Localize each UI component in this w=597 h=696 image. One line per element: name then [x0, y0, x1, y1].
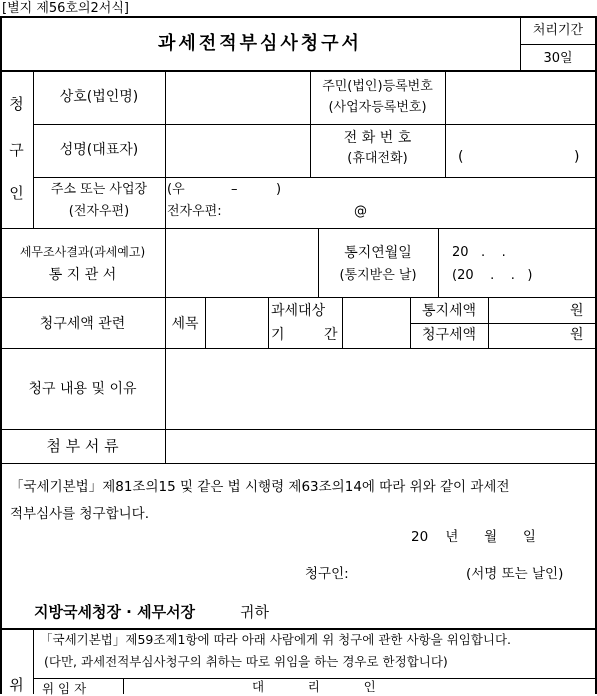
statement-date: 20 년 월 일 — [411, 529, 536, 545]
row1-bottom — [33, 124, 596, 125]
addressee: 지방국세청장 · 세무서장 — [34, 603, 196, 621]
audit-label-line — [165, 228, 166, 298]
amount-bottom — [0, 348, 597, 349]
notice-date-label: 통지연월일 — [344, 245, 412, 261]
signature-label: (서명 또는 날인) — [466, 566, 564, 582]
claimant-side-char-2: 구 — [9, 141, 24, 159]
company-name-label: 상호(법인명) — [59, 89, 139, 105]
email-label-paren: (전자우편) — [68, 204, 130, 219]
received-date-value: (20 . . ) — [452, 268, 533, 283]
label-col-line — [165, 71, 166, 228]
audit-value-line — [438, 228, 439, 298]
title-bottom-line — [0, 70, 597, 72]
row2-bottom — [33, 177, 596, 178]
attach-bottom — [0, 463, 597, 464]
zip-open: (우 — [167, 182, 185, 197]
agent-label: 대 리 인 — [252, 679, 376, 694]
period-label-gi: 기 — [271, 327, 285, 343]
claimant-side-char-3: 인 — [9, 184, 24, 202]
audit-mid-line — [318, 228, 319, 298]
delegation-side-char: 위 — [9, 676, 24, 694]
honorific: 귀하 — [240, 603, 269, 621]
period-label-gan: 간 — [324, 327, 338, 343]
reason-bottom — [0, 429, 597, 430]
delegation-line-2: (다만, 과세전적부심사청구의 취하는 따로 위임을 하는 경우로 한정합니다) — [44, 654, 448, 669]
processing-label: 처리기간 — [532, 23, 584, 38]
claimant-side-char-1: 청 — [9, 95, 24, 113]
claimant-sign-label: 청구인: — [305, 566, 349, 582]
period-label-line — [342, 297, 343, 349]
claimed-amount-label: 청구세액 — [421, 327, 477, 343]
statement-line-2: 적부심사를 청구합니다. — [10, 506, 149, 522]
notice-date-value: 20 . . — [452, 245, 506, 260]
top-border — [0, 16, 597, 18]
left-border — [0, 16, 2, 694]
audit-bottom — [0, 297, 597, 298]
won-unit-1: 원 — [570, 303, 584, 319]
delegator-label: 위 임 자 — [42, 681, 87, 696]
reason-label: 청구 내용 및 이유 — [28, 381, 137, 397]
id-number-label: 주민(법인)등록번호 — [322, 79, 433, 94]
phone-paren-close: ) — [574, 149, 580, 165]
zip-close: ) — [276, 182, 282, 197]
tax-item-label: 세목 — [171, 316, 199, 332]
zip-dash: – — [231, 182, 238, 197]
form-title: 과세전적부심사청구서 — [158, 33, 362, 54]
period-label: 과세대상 — [271, 303, 326, 319]
email-label: 전자우편: — [167, 204, 222, 219]
mobile-label: (휴대전화) — [347, 151, 408, 166]
delegation-line-1: 「국세기본법」제59조제1항에 따라 아래 사람에게 위 청구에 관한 사항을 위임합니다. — [40, 632, 512, 647]
phone-paren-open: ( — [458, 149, 464, 165]
processing-value: 30일 — [543, 51, 573, 66]
notice-received-label: (통지받은 날) — [339, 268, 417, 283]
tax-item-line — [205, 297, 206, 349]
claimant-bottom — [0, 228, 597, 229]
won-unit-2: 원 — [570, 327, 584, 343]
statement-line-1: 「국세기본법」제81조의15 및 같은 법 시행령 제63조의14에 따라 위와 같이 과세전 — [10, 479, 510, 495]
email-at: @ — [354, 204, 367, 219]
amount-mid-line — [410, 323, 596, 324]
business-number-label: (사업자등록번호) — [328, 100, 427, 115]
delegator-col-line — [123, 678, 124, 694]
address-label: 주소 또는 사업장 — [50, 182, 148, 197]
attach-label-line — [165, 429, 166, 464]
tax-item-value-line — [268, 297, 269, 349]
processing-mid-line — [520, 44, 596, 45]
person-name-label: 성명(대표자) — [59, 142, 139, 158]
reason-label-line — [165, 348, 166, 430]
delegation-top — [0, 628, 597, 630]
delegation-side-line — [33, 630, 34, 694]
phone-label: 전 화 번 호 — [343, 130, 412, 146]
attachments-label: 첨 부 서 류 — [46, 437, 119, 455]
notice-office-label: 통 지 관 서 — [48, 267, 117, 283]
form-number: [별지 제56호의2서식] — [2, 1, 129, 16]
amount-section-label: 청구세액 관련 — [39, 316, 126, 332]
audit-result-label: 세무조사결과(과세예고) — [19, 245, 146, 259]
notified-amount-label: 통지세액 — [421, 303, 477, 319]
